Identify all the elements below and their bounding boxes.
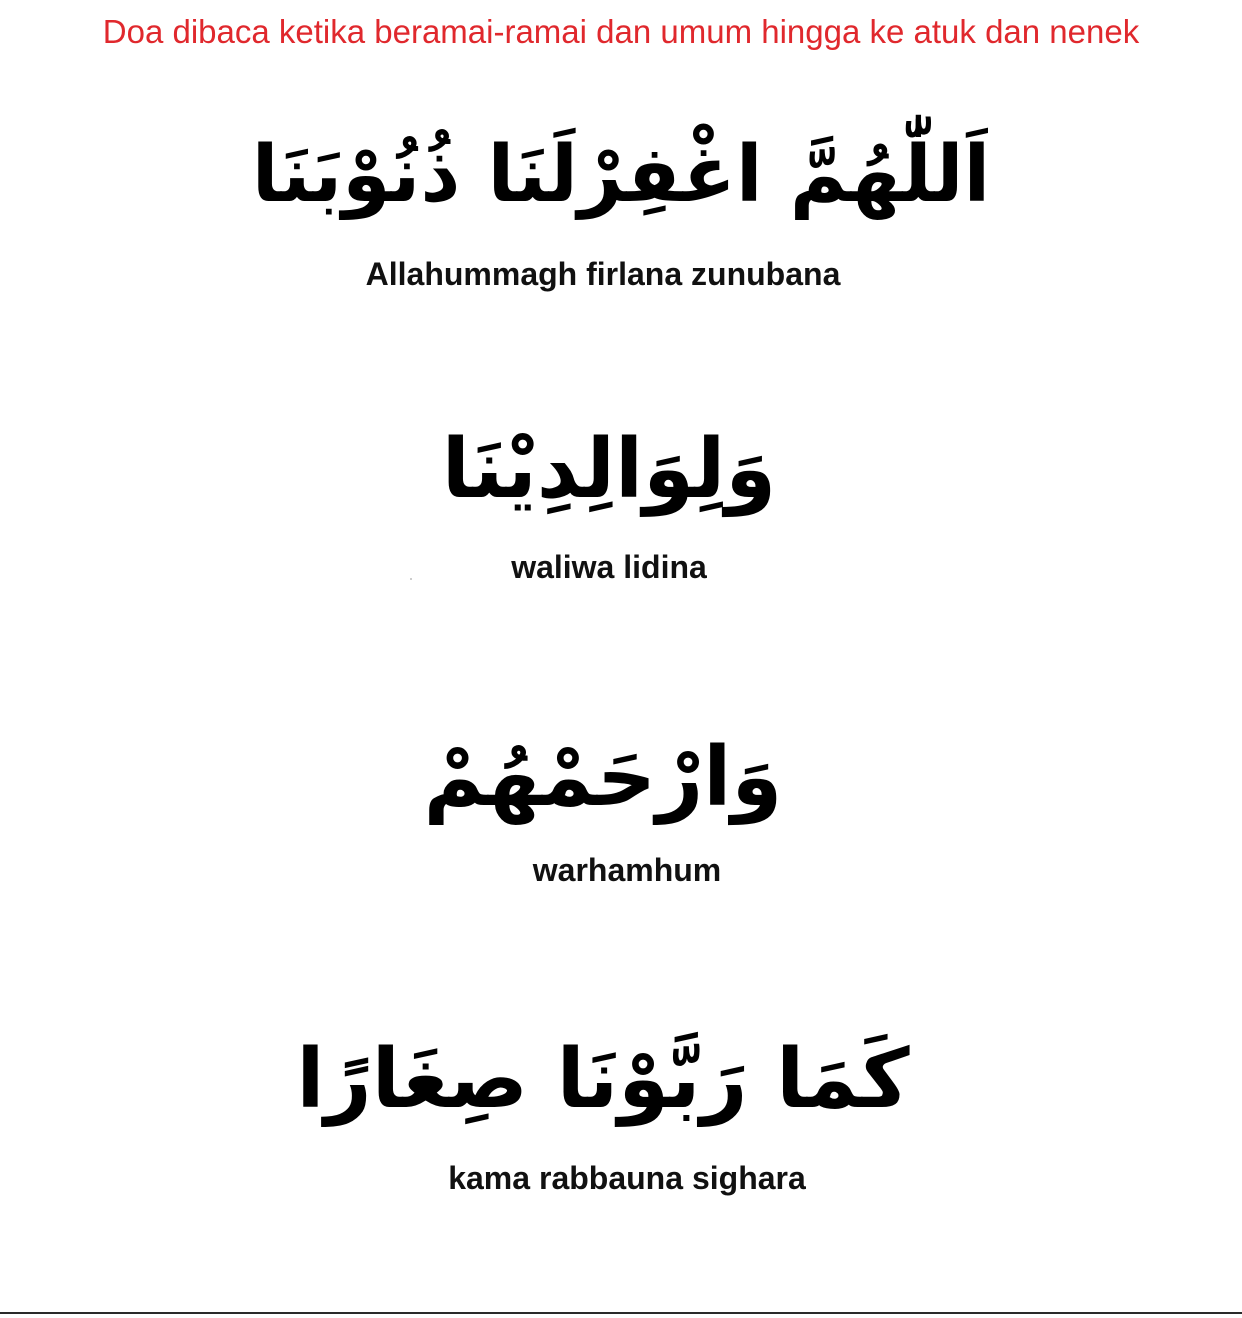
transliteration-line-2: waliwa lidina — [511, 549, 707, 585]
arabic-line-3: وَارْحَمْهُمْ — [423, 730, 783, 825]
transliteration-word: kama — [448, 1160, 531, 1196]
arabic-line-1: اَللّٰهُمَّ اغْفِرْلَنَا ذُنُوْبَنَا — [251, 130, 991, 220]
transliteration-line-3: warhamhum — [532, 852, 722, 888]
arabic-line-4: كَمَا رَبَّوْنَا صِغَارًا — [296, 1032, 910, 1127]
decorative-dot — [410, 578, 412, 580]
page-title: Doa dibaca ketika beramai-ramai dan umum hingga ke atuk dan nenek — [102, 13, 1140, 50]
transliteration-word: rabbauna — [538, 1160, 684, 1196]
arabic-line-2: وَلِوَالِدِيْنَا — [441, 422, 777, 517]
transliteration-line-4 — [6, 1158, 1242, 1198]
transliteration-word: sighara — [691, 1160, 806, 1196]
bottom-divider — [0, 1312, 1242, 1314]
transliteration-line-1: Allahummagh firlana zunubana — [365, 256, 841, 292]
